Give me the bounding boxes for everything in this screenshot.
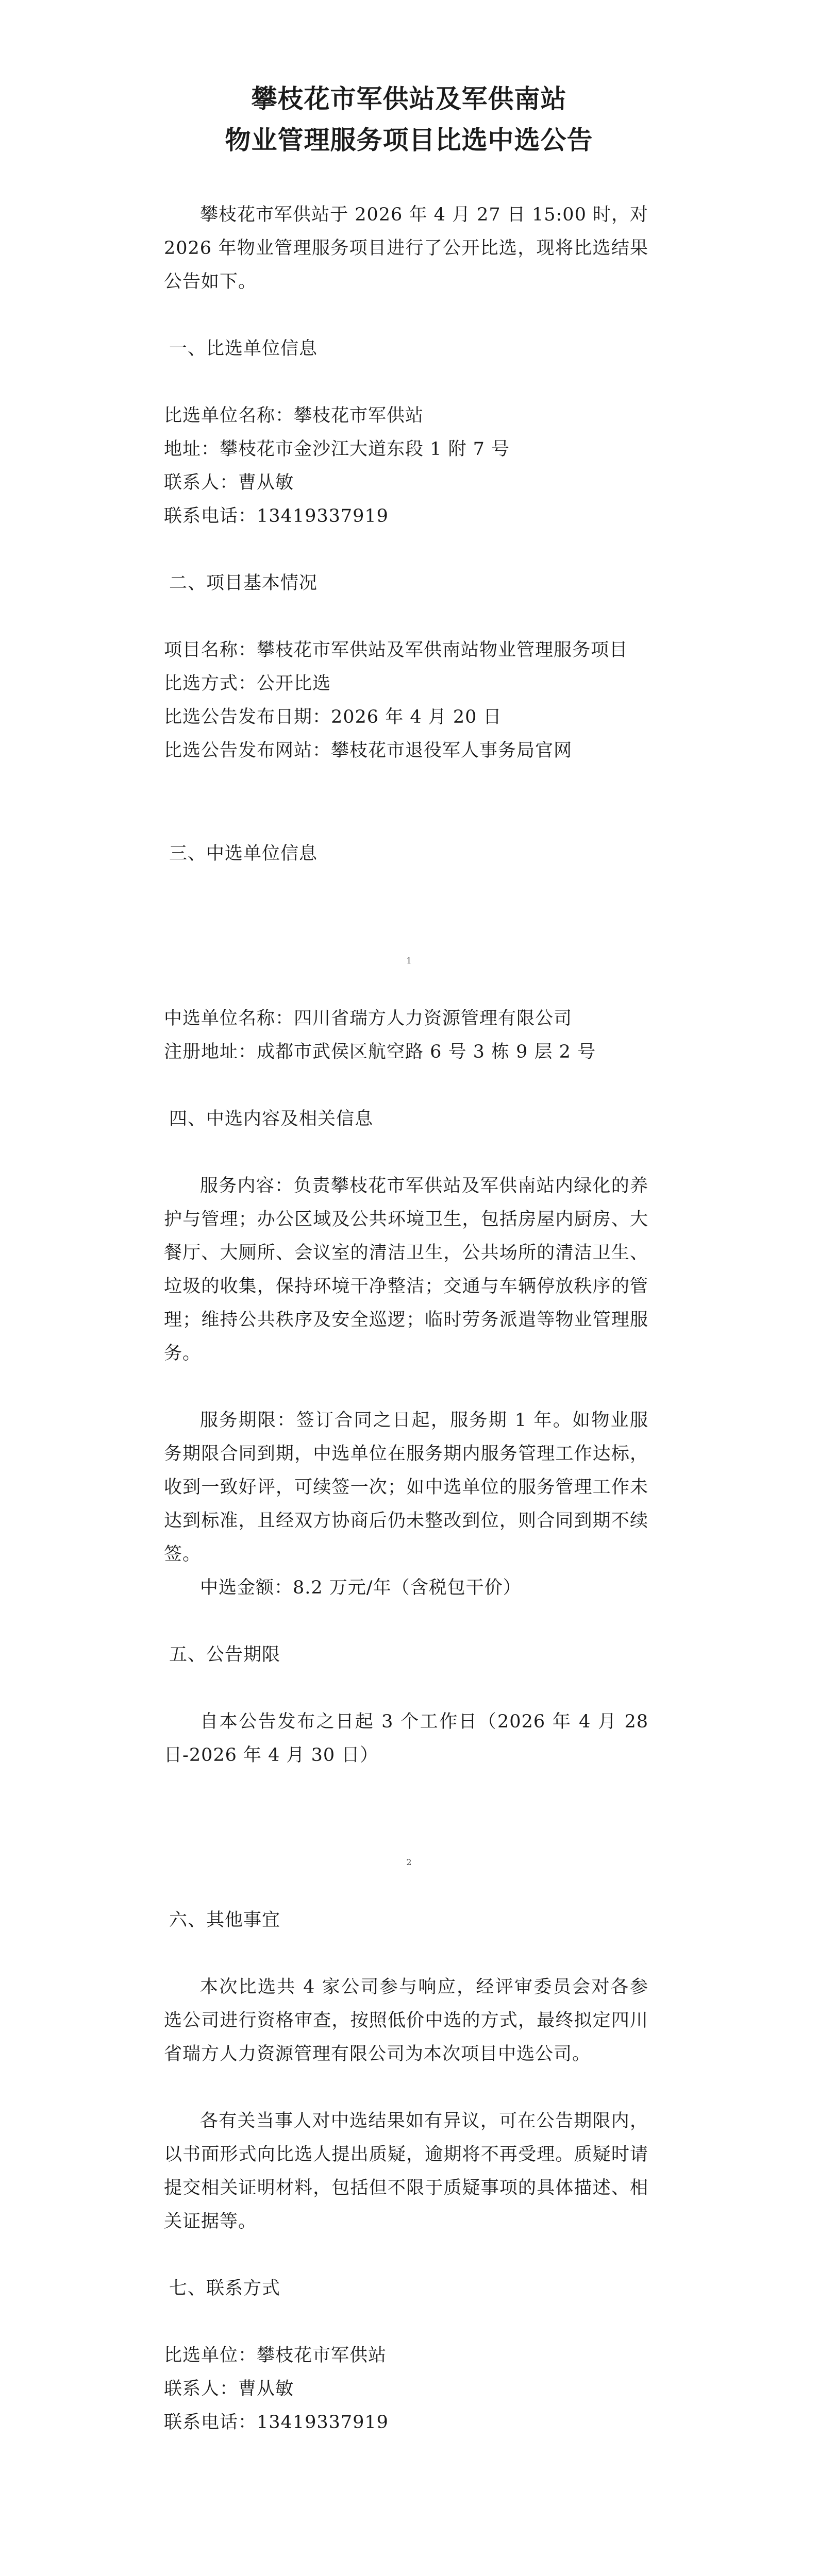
announcement-date: 比选公告发布日期：2026 年 4 月 20 日 [164,707,502,727]
document-title-line-1: 攀枝花市军供站及军供南站 [251,84,567,114]
section-4-heading: 四、中选内容及相关信息 [169,1109,374,1129]
intro-paragraph-block [164,198,648,299]
contract-amount: 中选金额：8.2 万元/年（含税包干价） [200,1578,522,1598]
contact-phone: 联系电话：13419337919 [164,2412,389,2433]
notice-period: 自本公告发布之日起 3 个工作日（2026 年 4 月 28 日-2026 年 4 月 30 日） [164,1711,648,1766]
service-content-block [164,1170,648,1370]
page-number-1: 1 [406,956,412,965]
section-contract-info [164,1103,648,1136]
section-other-matters [164,1904,648,1937]
service-term-block [164,1404,648,1571]
page-number-2: 2 [406,1857,412,1867]
section-6-heading: 六、其他事宜 [169,1910,281,1930]
service-term: 服务期限：签订合同之日起，服务期 1 年。如物业服务期限合同到期，中选单位在服务期内服务管理工作达标，收到一致好评，可续签一次；如中选单位的服务管理工作未达到标准，且经双方协商后仍未整改到位，则合同到期不续签。 [164,1410,648,1565]
section-winner-info-fields [164,1002,648,1069]
contact-person: 联系人：曹从敏 [164,2379,294,2399]
section-1-heading: 一、比选单位信息 [169,338,318,359]
section-unit-info-fields [164,399,648,533]
section-3-heading: 三、中选单位信息 [169,843,318,864]
contract-amount-block [164,1571,648,1605]
other-matters-para-1-block [164,1971,648,2071]
bidding-unit-contact: 联系人：曹从敏 [164,472,294,493]
section-contact-info [164,2272,648,2306]
bidding-method: 比选方式：公开比选 [164,673,331,694]
section-contact-info-fields [164,2339,648,2439]
document-title-line-2: 物业管理服务项目比选中选公告 [225,125,593,155]
intro-paragraph: 攀枝花市军供站于 2026 年 4 月 27 日 15:00 时，对 2026 年物业管理服务项目进行了公开比选，现将比选结果公告如下。 [164,205,648,292]
section-7-heading: 七、联系方式 [169,2278,281,2299]
section-5-heading: 五、公告期限 [169,1645,281,1665]
bidding-unit-name: 比选单位名称：攀枝花市军供站 [164,405,424,426]
bidding-unit-address: 地址：攀枝花市金沙江大道东段 1 附 7 号 [164,439,510,460]
section-notice-period [164,1638,648,1672]
winner-address: 注册地址：成都市武侯区航空路 6 号 3 栋 9 层 2 号 [164,1042,596,1062]
section-winner-info [164,837,648,871]
section-project-info [164,567,648,600]
winner-name: 中选单位名称：四川省瑞方人力资源管理有限公司 [164,1008,573,1029]
section-unit-info [164,332,648,366]
project-name: 项目名称：攀枝花市军供站及军供南站物业管理服务项目 [164,640,628,660]
contact-unit: 比选单位：攀枝花市军供站 [164,2345,387,2366]
service-content: 服务内容：负责攀枝花市军供站及军供南站内绿化的养护与管理；办公区域及公共环境卫生，包括房屋内厨房、大餐厅、大厕所、会议室的清洁卫生，公共场所的清洁卫生、垃圾的收集，保持环境干净整洁；交通与车辆停放秩序的管理；维持公共秩序及安全巡逻；临时劳务派遣等物业管理服务。 [164,1176,648,1364]
other-matters-para-2-block [164,2105,648,2239]
section-project-info-fields [164,634,648,768]
bidding-unit-phone: 联系电话：13419337919 [164,506,389,527]
other-matters-para-2: 各有关当事人对中选结果如有异议，可在公告期限内，以书面形式向比选人提出质疑，逾期将不再受理。质疑时请提交相关证明材料，包括但不限于质疑事项的具体描述、相关证据等。 [164,2111,648,2232]
other-matters-para-1: 本次比选共 4 家公司参与响应，经评审委员会对各参选公司进行资格审查，按照低价中选的方式，最终拟定四川省瑞方人力资源管理有限公司为本次项目中选公司。 [164,1977,648,2064]
section-2-heading: 二、项目基本情况 [169,573,318,594]
announcement-site: 比选公告发布网站：攀枝花市退役军人事务局官网 [164,740,573,761]
notice-period-block [164,1705,648,1772]
